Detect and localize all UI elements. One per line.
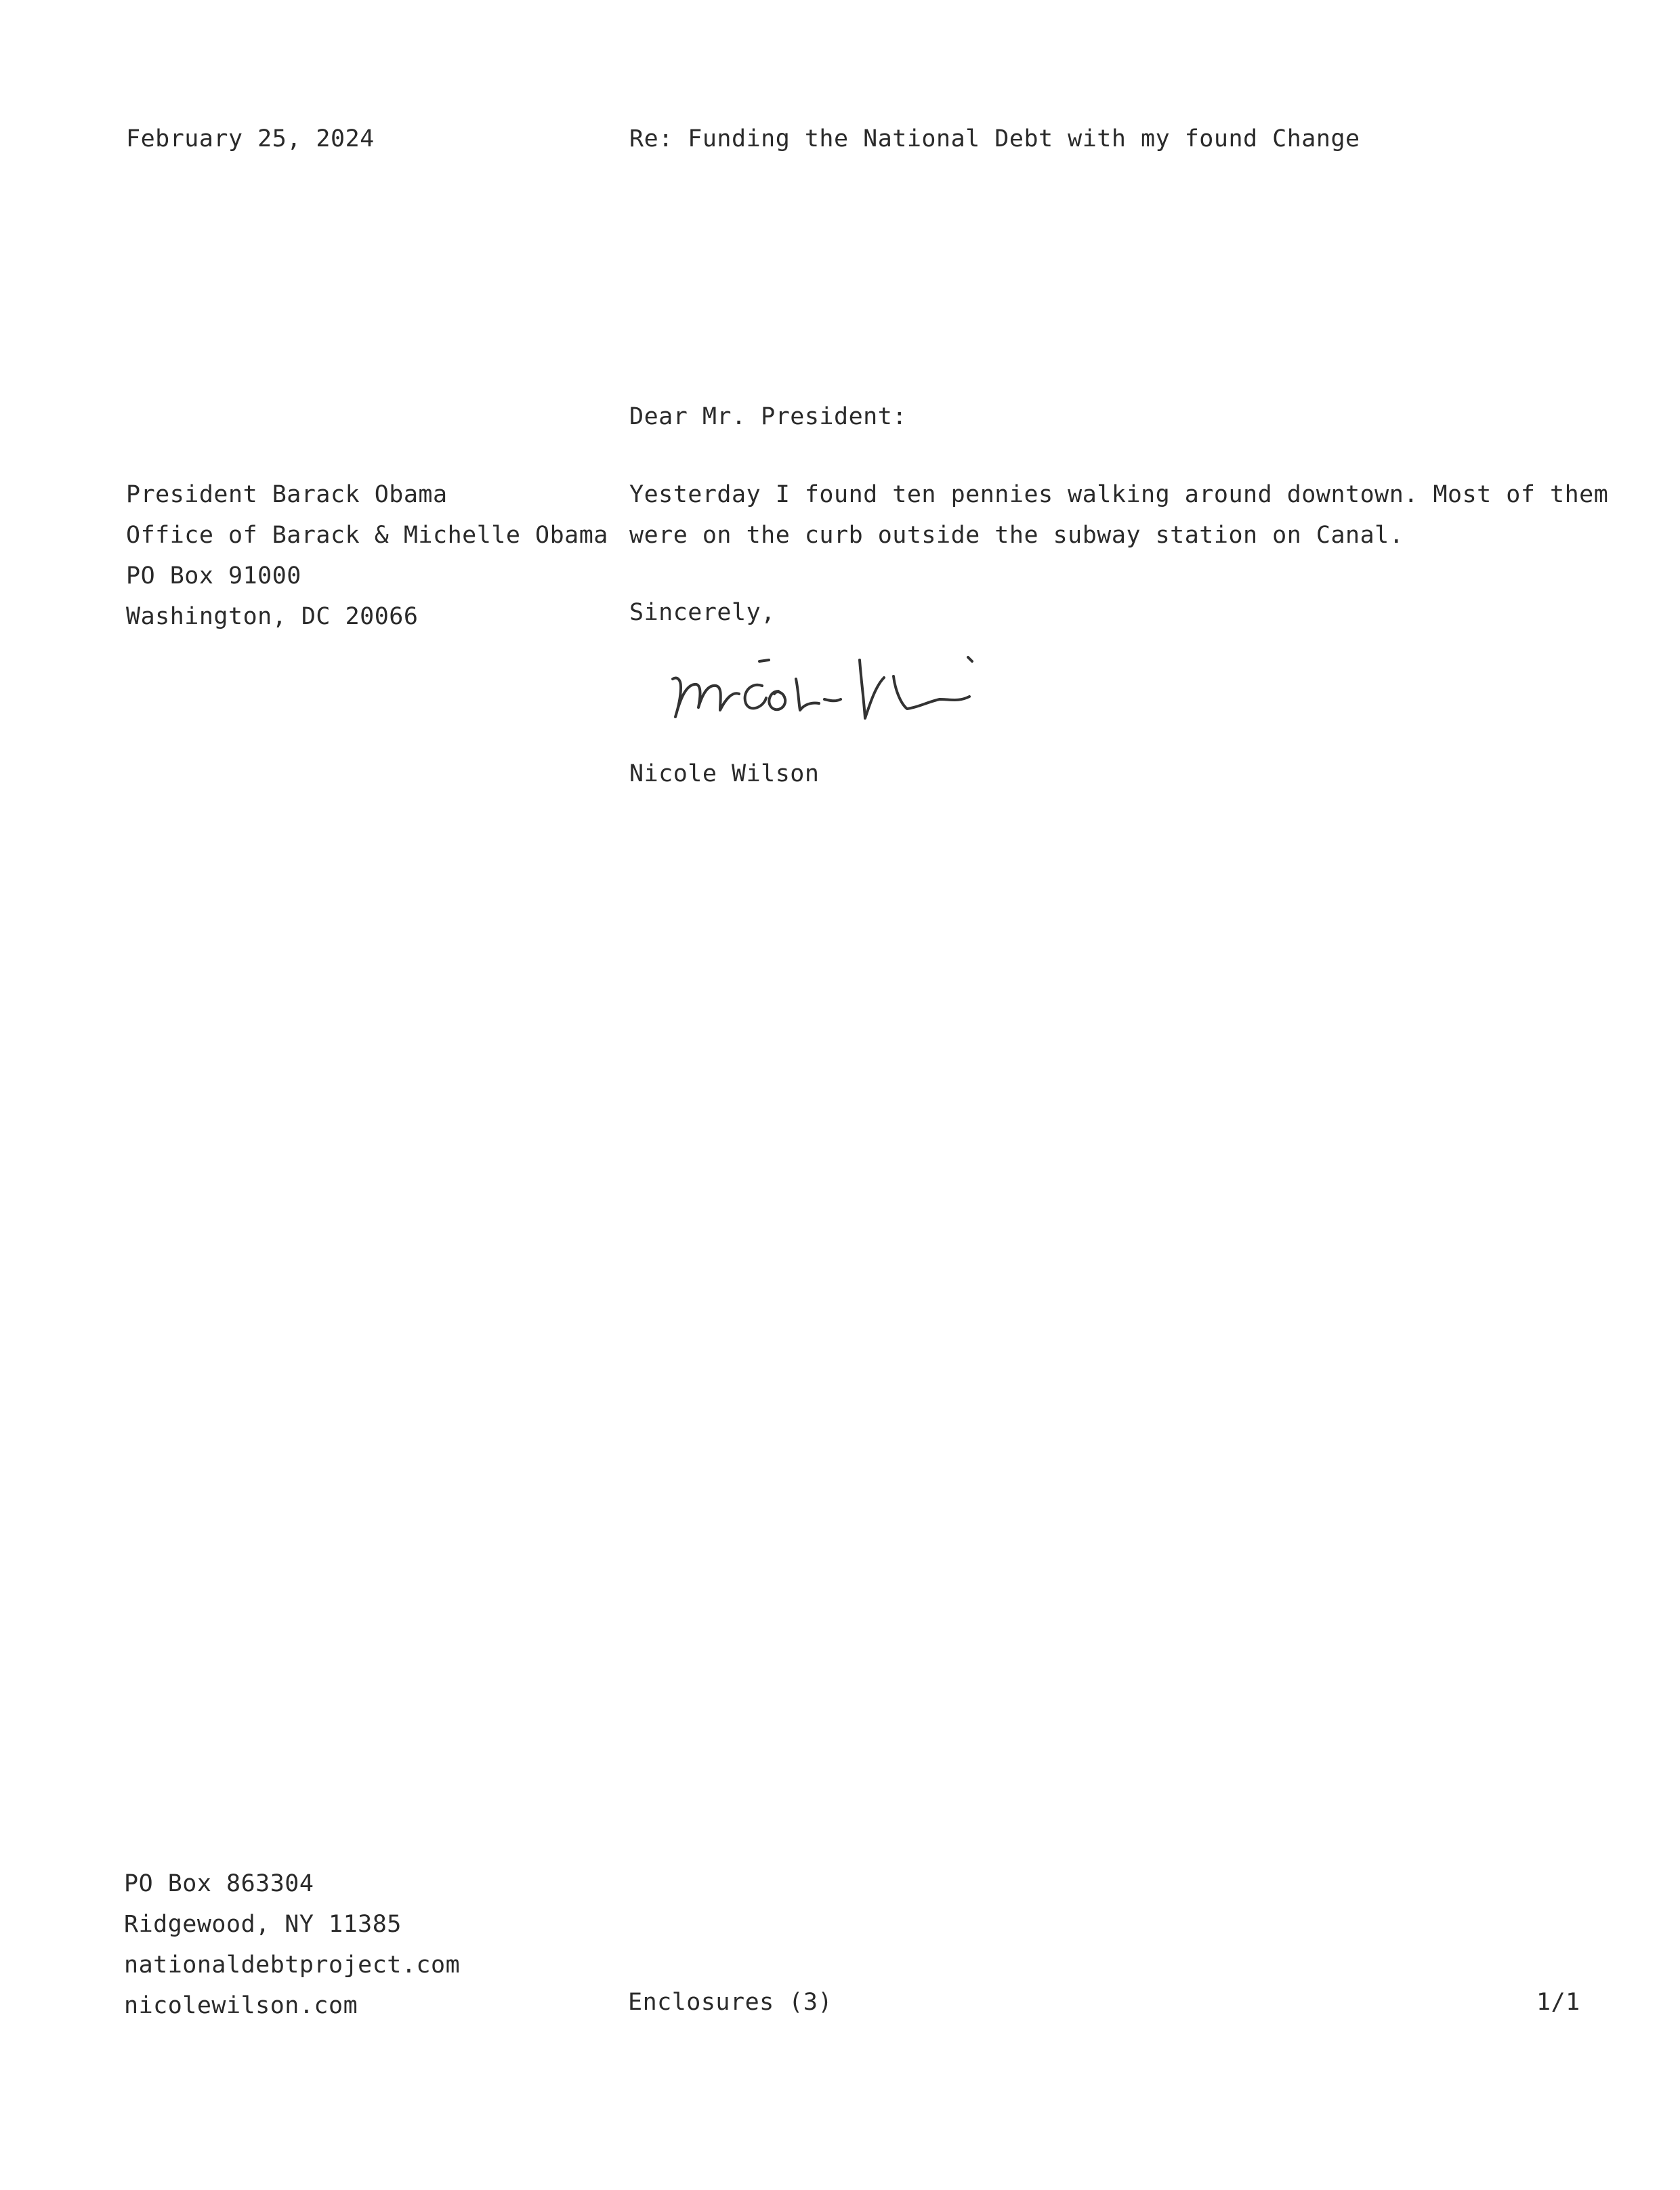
page-number: 1/1 xyxy=(1536,1989,1580,2016)
recipient-office: Office of Barack & Michelle Obama xyxy=(126,522,608,549)
recipient-city: Washington, DC 20066 xyxy=(126,603,419,630)
recipient-po-box: PO Box 91000 xyxy=(126,562,301,590)
handwritten-signature xyxy=(660,637,1013,732)
salutation: Dear Mr. President: xyxy=(629,403,907,430)
recipient-address xyxy=(126,474,608,637)
sender-po-box: PO Box 863304 xyxy=(124,1870,314,1897)
sender-city: Ridgewood, NY 11385 xyxy=(124,1911,402,1938)
sender-website-personal: nicolewilson.com xyxy=(124,1992,358,2019)
body-line: Yesterday I found ten pennies walking around downtown. Most of them xyxy=(629,481,1609,508)
letter-body xyxy=(629,474,1609,556)
signer-name: Nicole Wilson xyxy=(629,760,820,787)
sender-website-project: nationaldebtproject.com xyxy=(124,1951,461,1979)
sender-address xyxy=(124,1863,460,2026)
letter-date: February 25, 2024 xyxy=(126,125,375,152)
closing: Sincerely, xyxy=(629,599,776,626)
letter-subject: Re: Funding the National Debt with my found Change xyxy=(629,125,1360,152)
body-line: were on the curb outside the subway station on Canal. xyxy=(629,522,1404,549)
enclosures-note: Enclosures (3) xyxy=(628,1989,833,2016)
recipient-name: President Barack Obama xyxy=(126,481,448,508)
